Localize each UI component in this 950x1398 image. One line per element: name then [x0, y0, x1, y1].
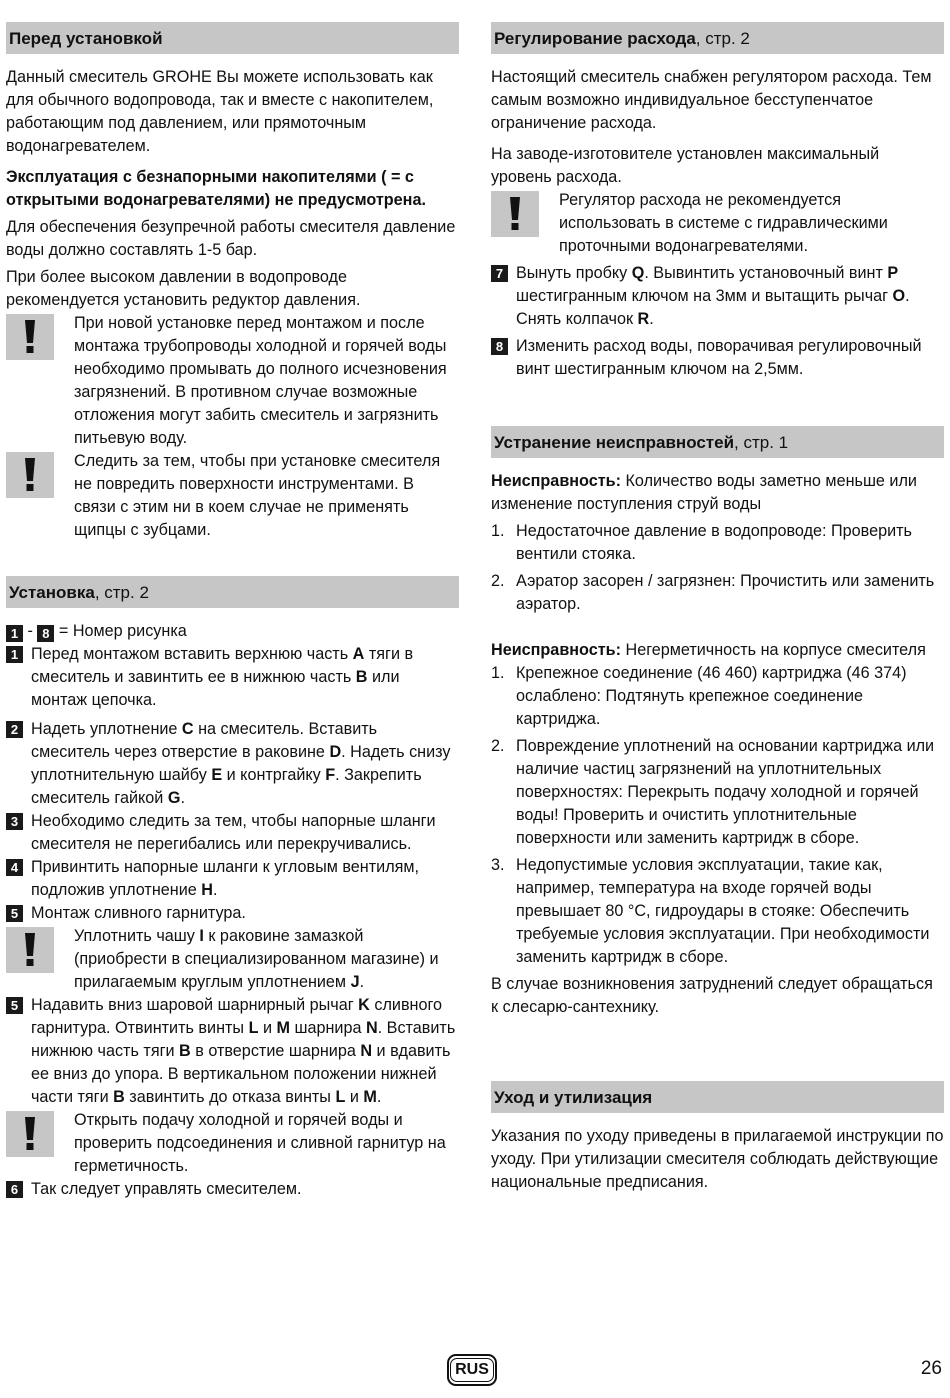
warning-flush-pipes: При новой установке перед монтажом и после монтажа трубопроводы холодной и горячей воды необходимо промывать до полного исчезновения загрязнений. В противном случае возможные отложения могут забить смеситель и загрязнить питьевую воду. [6, 312, 459, 450]
figure-number-badge: 8 [491, 338, 508, 355]
language-badge: RUS [447, 1354, 497, 1386]
factory-setting-paragraph: На заводе-изготовителе установлен максимальный уровень расхода. [491, 145, 880, 186]
figure-number-badge: 8 [37, 625, 54, 642]
figure-number-badge: 2 [6, 721, 23, 738]
reducer-paragraph: При более высоком давлении в водопроводе рекомендуется установить редуктор давления. [6, 268, 361, 309]
warning-no-pliers: Следить за тем, чтобы при установке смесителя не повредить поверхности инструментами. В связи с этим ни в коем случае не применять щипцы с зубцами. [6, 450, 459, 542]
warning-flow-regulator: Регулятор расхода не рекомендуется использовать в системе с гидравлическими проточными водонагревателями. [491, 189, 944, 258]
section-header-flow-regulation: Регулирование расхода, стр. 2 [491, 22, 944, 54]
intro-paragraph: Данный смеситель GROHE Вы можете использовать как для обычного водопровода, так и вместе с накопителем, работающим под давлением, или прямоточным водонагревателем. [6, 68, 434, 155]
figure-number-badge: 1 [6, 625, 23, 642]
warning-leak-test: Открыть подачу холодной и горячей воды и проверить подсоединения и сливной гарнитур на герметичность. [6, 1109, 459, 1178]
install-step-1: 1 Перед монтажом вставить верхнюю часть A тяги в смеситель и завинтить ее в нижнюю часть B или монтаж цепочка. [6, 643, 459, 712]
list-item: 2. Повреждение уплотнений на основании картриджа или наличие частиц загрязнений на уплотнительных поверхностях: Перекрыть подачу холодной и горячей воды! Проверить и очистить уплотнительные поверхности или заменить картридж в сборе. [491, 737, 935, 847]
figure-number-badge: 5 [6, 905, 23, 922]
exclamation-icon [491, 191, 539, 237]
install-step-3: 3 Необходимо следить за тем, чтобы напорные шланги смесителя не перегибались или перекручивались. [6, 810, 459, 856]
page-number: 26 [920, 1358, 942, 1379]
list-item: 2. Аэратор засорен / загрязнен: Прочистить или заменить аэратор. [491, 572, 935, 613]
flow-step-7: 7 Вынуть пробку Q. Вывинтить установочный винт P шестигранным ключом на 3мм и вытащить рычаг O. Снять колпачок R. [491, 262, 944, 331]
warning-seal-bowl: Уплотнить чашу I к раковине замазкой (приобрести в специализированном магазине) и прилагаемым круглым уплотнением J. [6, 925, 459, 994]
pressure-paragraph: Для обеспечения безупречной работы смесителя давление воды должно составлять 1-5 бар. [6, 218, 456, 259]
figure-number-badge: 5 [6, 997, 23, 1014]
exclamation-icon [6, 314, 54, 360]
figure-number-badge: 7 [491, 265, 508, 282]
exclamation-icon [6, 1111, 54, 1157]
section-header-care-disposal: Уход и утилизация [491, 1081, 944, 1113]
left-column [6, 22, 459, 1201]
install-step-5a: 5 Монтаж сливного гарнитура. [6, 902, 459, 925]
figure-number-badge: 1 [6, 646, 23, 663]
unpressurized-note: Эксплуатация с безнапорными накопителями ( = с открытыми водонагревателями) не предусмотрена. [6, 168, 426, 209]
fault-1-description: Неисправность: Количество воды заметно меньше или изменение поступления струй воды [491, 472, 917, 513]
section-header-before-installation: Перед установкой [6, 22, 459, 54]
exclamation-icon [6, 452, 54, 498]
contact-plumber-paragraph: В случае возникновения затруднений следует обращаться к слесарю-сантехнику. [491, 975, 933, 1016]
figure-number-badge: 4 [6, 859, 23, 876]
install-step-4: 4 Привинтить напорные шланги к угловым вентилям, подложив уплотнение H. [6, 856, 459, 902]
figure-number-badge: 6 [6, 1181, 23, 1198]
section-header-troubleshooting: Устранение неисправностей, стр. 1 [491, 426, 944, 458]
figure-number-legend: 1 - 8 = Номер рисунка [6, 620, 459, 643]
fault-2-description: Неисправность: Негерметичность на корпусе смесителя [491, 641, 926, 659]
care-paragraph: Указания по уходу приведены в прилагаемой инструкции по уходу. При утилизации смесителя соблюдать действующие национальные предписания. [491, 1127, 944, 1191]
figure-number-badge: 3 [6, 813, 23, 830]
install-step-5b: 5 Надавить вниз шаровой шарнирный рычаг K сливного гарнитура. Отвинтить винты L и M шарнира N. Вставить нижнюю часть тяги B в отверстие шарнира N и вдавить ее вниз до упора. В вертикальном положении нижней части тяги B завинтить до отказа винты L и M. [6, 994, 459, 1109]
flow-step-8: 8 Изменить расход воды, поворачивая регулировочный винт шестигранным ключом на 2,5мм. [491, 335, 944, 381]
install-step-6: 6 Так следует управлять смесителем. [6, 1178, 459, 1201]
install-step-2: 2 Надеть уплотнение C на смеситель. Вставить смеситель через отверстие в раковине D. Надеть снизу уплотнительную шайбу E и контргайку F. Закрепить смеситель гайкой G. [6, 718, 459, 810]
flow-regulator-paragraph: Настоящий смеситель снабжен регулятором расхода. Тем самым возможно индивидуальное бесступенчатое ограничение расхода. [491, 68, 932, 132]
list-item: 1. Недостаточное давление в водопроводе: Проверить вентили стояка. [491, 522, 912, 563]
section-header-installation: Установка, стр. 2 [6, 576, 459, 608]
list-item: 1. Крепежное соединение (46 460) картриджа (46 374) ослаблено: Подтянуть крепежное соединение картриджа. [491, 664, 907, 728]
exclamation-icon [6, 927, 54, 973]
right-column [491, 22, 944, 1194]
list-item: 3. Недопустимые условия эксплуатации, такие как, например, температура на входе горячей воды превышает 80 °C, гидроудары в стояке: Обеспечить требуемые условия эксплуатации. При необходимости заменить картридж в сборе. [491, 856, 930, 966]
